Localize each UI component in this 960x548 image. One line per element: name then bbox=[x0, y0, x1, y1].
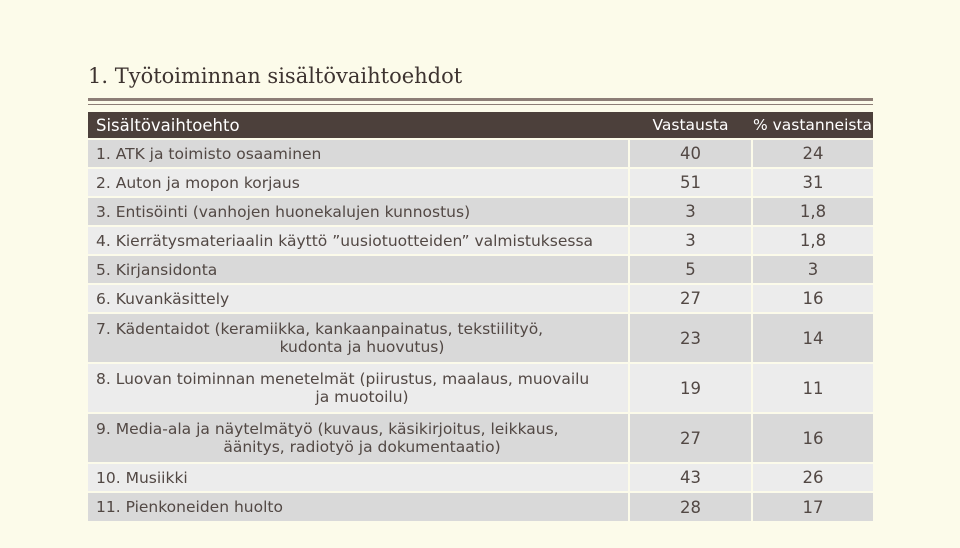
table-row bbox=[88, 363, 873, 413]
title-divider-thin bbox=[88, 104, 873, 105]
table-row bbox=[88, 168, 873, 197]
row-responses: 19 bbox=[629, 363, 752, 413]
row-percent: 14 bbox=[752, 313, 873, 363]
row-label-cell bbox=[88, 413, 629, 463]
slide-title: 1. Työtoiminnan sisältövaihtoehdot bbox=[88, 64, 463, 88]
row-responses: 28 bbox=[629, 492, 752, 521]
table-row bbox=[88, 226, 873, 255]
row-percent: 26 bbox=[752, 463, 873, 492]
row-label: 1. ATK ja toimisto osaaminen bbox=[88, 139, 629, 168]
row-label: 2. Auton ja mopon korjaus bbox=[88, 168, 629, 197]
row-percent: 11 bbox=[752, 363, 873, 413]
row-percent: 1,8 bbox=[752, 226, 873, 255]
row-responses: 5 bbox=[629, 255, 752, 284]
table-row bbox=[88, 255, 873, 284]
row-responses: 3 bbox=[629, 226, 752, 255]
options-table bbox=[88, 112, 873, 521]
row-percent: 1,8 bbox=[752, 197, 873, 226]
row-label: 4. Kierrätysmateriaalin käyttö ”uusiotuotteiden” valmistuksessa bbox=[88, 226, 629, 255]
row-label: 7. Kädentaidot (keramiikka, kankaanpainatus, tekstiilityö, bbox=[96, 320, 544, 338]
row-percent: 17 bbox=[752, 492, 873, 521]
row-percent: 3 bbox=[752, 255, 873, 284]
row-label-cell bbox=[88, 313, 629, 363]
row-responses: 27 bbox=[629, 284, 752, 313]
row-label: 9. Media-ala ja näytelmätyö (kuvaus, käsikirjoitus, leikkaus, bbox=[96, 420, 559, 438]
row-label-continued: kudonta ja huovutus) bbox=[279, 338, 445, 356]
table-row bbox=[88, 313, 873, 363]
title-divider-thick bbox=[88, 98, 873, 101]
row-label-continued: äänitys, radiotyö ja dokumentaatio) bbox=[223, 438, 501, 456]
row-percent: 16 bbox=[752, 413, 873, 463]
table-row bbox=[88, 139, 873, 168]
table-row bbox=[88, 197, 873, 226]
row-label: 5. Kirjansidonta bbox=[88, 255, 629, 284]
row-responses: 40 bbox=[629, 139, 752, 168]
row-responses: 43 bbox=[629, 463, 752, 492]
table-row bbox=[88, 463, 873, 492]
row-label: 3. Entisöinti (vanhojen huonekalujen kunnostus) bbox=[88, 197, 629, 226]
row-responses: 23 bbox=[629, 313, 752, 363]
header-option: Sisältövaihtoehto bbox=[96, 115, 240, 135]
table-row bbox=[88, 492, 873, 521]
row-percent: 24 bbox=[752, 139, 873, 168]
row-responses: 3 bbox=[629, 197, 752, 226]
table-row bbox=[88, 413, 873, 463]
header-percent: % vastanneista bbox=[752, 116, 873, 134]
row-label-continued: ja muotoilu) bbox=[315, 388, 409, 406]
row-responses: 27 bbox=[629, 413, 752, 463]
row-label: 6. Kuvankäsittely bbox=[88, 284, 629, 313]
row-percent: 31 bbox=[752, 168, 873, 197]
row-percent: 16 bbox=[752, 284, 873, 313]
table-header-row bbox=[88, 112, 873, 139]
table-row bbox=[88, 284, 873, 313]
header-responses: Vastausta bbox=[652, 116, 729, 134]
row-label: 10. Musiikki bbox=[88, 463, 629, 492]
row-label: 8. Luovan toiminnan menetelmät (piirustus, maalaus, muovailu bbox=[96, 370, 590, 388]
row-responses: 51 bbox=[629, 168, 752, 197]
row-label-cell bbox=[88, 363, 629, 413]
row-label: 11. Pienkoneiden huolto bbox=[88, 492, 629, 521]
